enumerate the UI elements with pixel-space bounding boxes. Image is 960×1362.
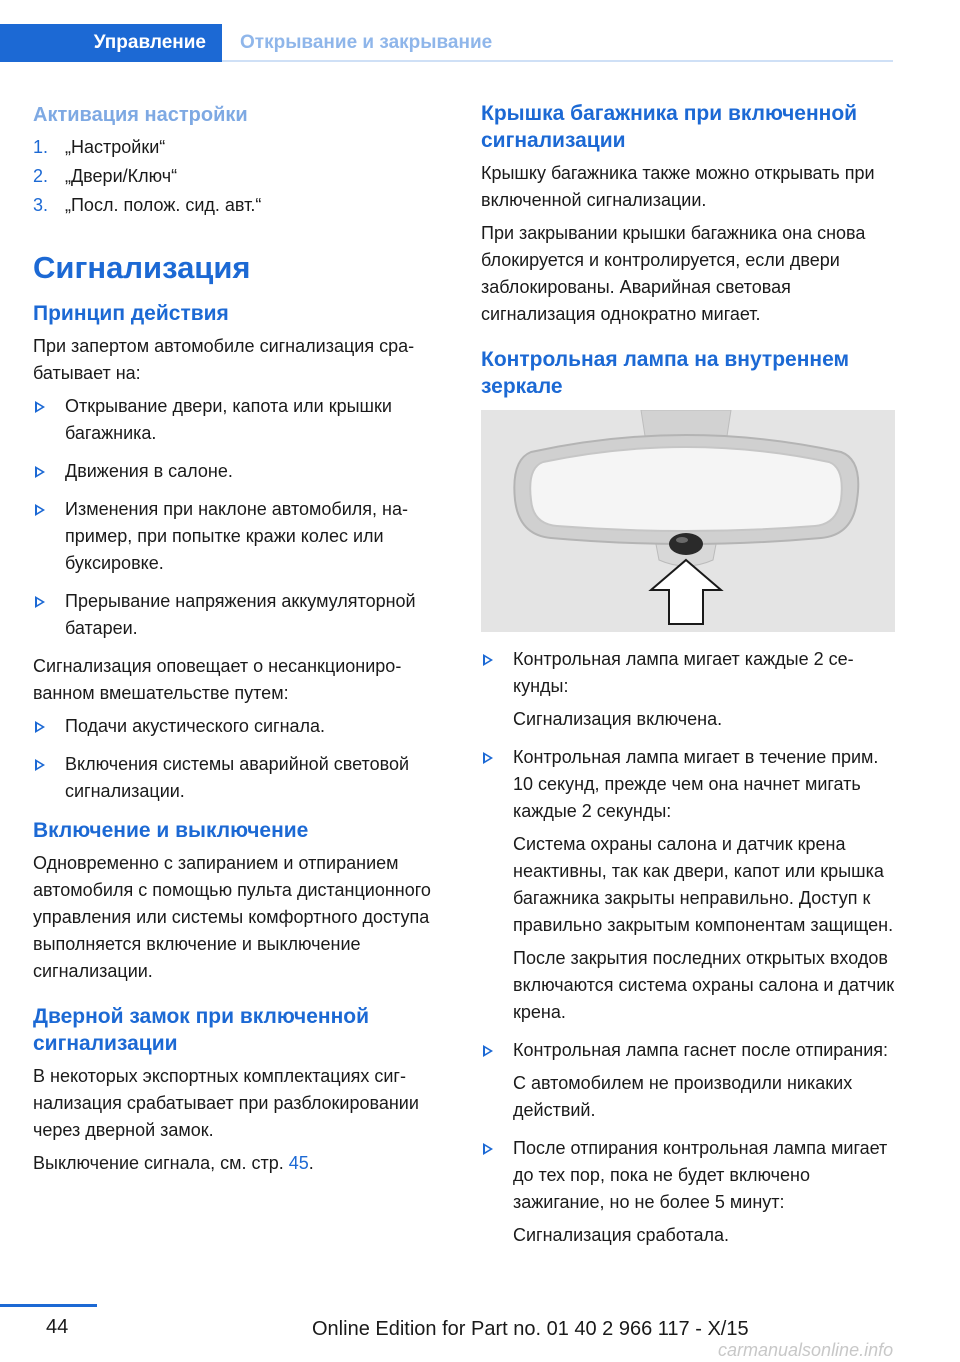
triangle-bullet-icon [35,466,45,478]
alarm-title: Сигнализация [33,250,251,285]
list-item [33,751,449,805]
step-text: „Настройки“ [65,137,166,157]
lamp-heading: Контрольная лампа на внутреннем зеркале [481,348,850,398]
edition-text: Online Edition for Part no. 01 40 2 966 117 - X/15 [312,1318,749,1340]
onoff-heading: Включение и выключение [33,819,309,842]
triangle-bullet-icon [483,654,493,666]
triangle-bullet-icon [483,1045,493,1057]
watermark: carmanualsonline.info [718,1340,894,1360]
list-item [33,588,449,642]
right-column [481,100,897,1260]
onoff-text: Одновременно с запиранием и отпиранием автомобиля с помощью пульта дистанционного управления или системы комфортного доступа выполняется включение и выключение сигнализации. [33,853,431,981]
list-item-text: Включения системы аварийной световой сигнализации. [65,754,410,801]
left-column [33,96,449,1183]
trigger-list [33,393,449,642]
trunk-paragraph-2: При закрывании крышки багажника она снова блокируется и контролируется, если двери заблокированы. Аварийная световая сигнализация однократно мигает. [481,223,866,324]
list-item [33,133,449,162]
header-tabs [0,24,893,62]
mirror-drawing [481,410,895,632]
step-number: 2. [33,166,49,186]
triangle-bullet-icon [35,596,45,608]
triangle-bullet-icon [483,1143,493,1155]
triangle-bullet-icon [35,721,45,733]
list-item [33,393,449,447]
list-item [481,646,897,733]
list-item-text: Изменения при наклоне автомобиля, например, при попытке кражи колес или буксировке. [65,499,408,573]
triangle-bullet-icon [483,752,493,764]
step-text: „Двери/Ключ“ [65,166,178,186]
header-divider [222,60,893,62]
list-item-text: Контрольная лампа гаснет после отпирания: [513,1040,889,1060]
list-item [33,191,449,220]
footer-divider [0,1304,97,1307]
list-item-text: Движения в салоне. [65,461,233,481]
list-item [33,496,449,577]
notify-list [33,713,449,805]
list-item-result: После закрытия последних открытых входов включаются система охраны салона и датчик крена. [513,948,895,1022]
tab-section-control[interactable]: Управление [0,24,222,62]
page-link[interactable]: 45 [288,1153,309,1173]
trunk-paragraph-1: Крышку багажника также можно открывать при включенной сигнализации. [481,163,875,210]
list-item-text: После отпирания контрольная лампа мигает до тех пор, пока не будет включено зажигание, но не более 5 минут: [513,1138,888,1212]
list-item-text: Контрольная лампа мигает каждые 2 секунды: [513,649,854,696]
page-number: 44 [46,1316,69,1338]
list-item [33,162,449,191]
disable-suffix: . [308,1153,314,1173]
step-number: 1. [33,137,49,157]
disable-reference [33,1150,449,1177]
list-item-text: Подачи акустического сигнала. [65,716,326,736]
triangle-bullet-icon [35,504,45,516]
principle-intro: При запертом автомобиле сигнализация срабатывает на: [33,336,415,383]
list-item [481,1037,897,1124]
doorlock-heading: Дверной замок при включенной сигнализации [33,1005,370,1055]
activation-heading: Активация настройки [33,104,248,126]
mirror-illustration [481,410,895,632]
notify-intro: Сигнализация оповещает о несанкционированном вмешательстве путем: [33,656,402,703]
activation-steps [33,133,449,220]
principle-heading: Принцип действия [33,302,229,325]
lamp-states-list [481,646,897,1249]
step-number: 3. [33,195,49,215]
list-item [33,713,449,740]
list-item-text: Контрольная лампа мигает в течение прим. 10 секунд, прежде чем она начнет мигать каждые 2 секунды: [513,747,879,821]
triangle-bullet-icon [35,759,45,771]
list-item-text: Открывание двери, капота или крышки багажника. [65,396,392,443]
list-item-result: Система охраны салона и датчик крена неактивны, так как двери, капот или крышка багажника закрыты неправильно. Доступ к правильно закрытым компонентам защищен. [513,834,894,935]
triangle-bullet-icon [35,401,45,413]
list-item [33,458,449,485]
trunk-heading: Крышка багажника при включенной сигнализации [481,102,858,152]
list-item-result: С автомобилем не производили никаких действий. [513,1073,853,1120]
list-item [481,744,897,1026]
list-item [481,1135,897,1249]
doorlock-text: В некоторых экспортных комплектациях сигнализация срабатывает при разблокировании через дверной замок. [33,1066,419,1140]
tab-opening-closing[interactable]: Открывание и закрывание [240,32,493,53]
list-item-text: Прерывание напряжения аккумуляторной батареи. [65,591,416,638]
list-item-result: Сигнализация сработала. [513,1225,730,1245]
list-item-result: Сигнализация включена. [513,709,723,729]
disable-text: Выключение сигнала, см. стр. [33,1153,284,1173]
step-text: „Посл. полож. сид. авт.“ [65,195,262,215]
